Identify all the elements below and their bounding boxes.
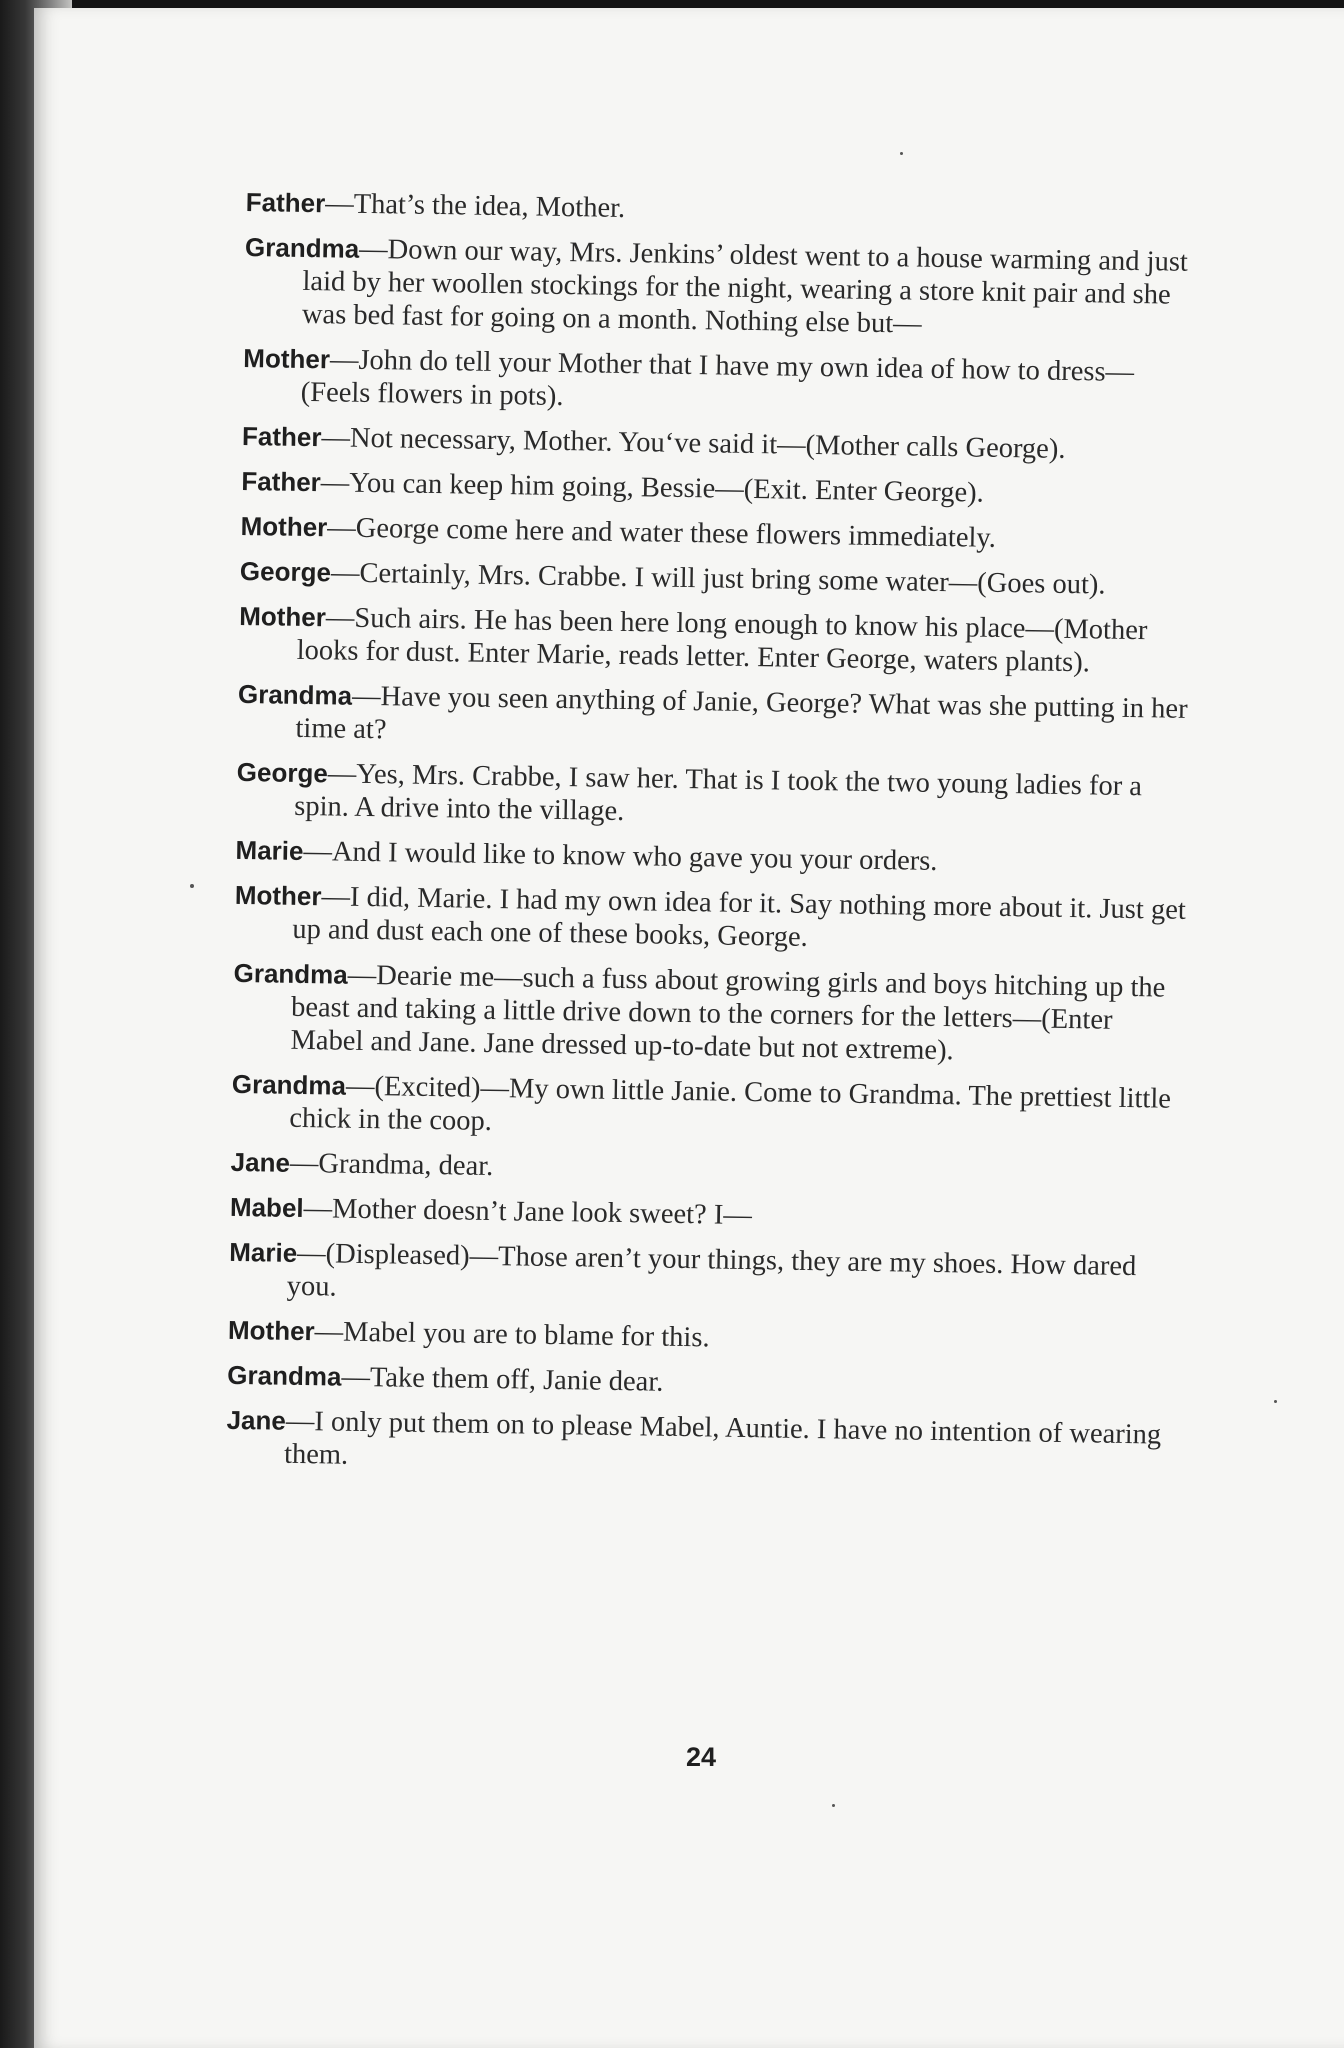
dialogue-line — [230, 1191, 1182, 1239]
speaker-name: Father — [241, 420, 322, 453]
dialogue-line — [230, 1146, 1182, 1194]
dialogue-line — [237, 678, 1190, 759]
script-text — [226, 186, 1198, 1497]
speaker-name: Grandma — [227, 1359, 342, 1392]
paper-speck — [900, 152, 903, 155]
speaker-name: Mother — [234, 879, 322, 912]
speaker-name: Grandma — [244, 231, 360, 264]
dialogue-line — [228, 1314, 1180, 1362]
dialogue-line — [231, 1068, 1184, 1149]
dialogue-text: —(Displeased)—Those aren’t your things, they are my shoes. How dared you. — [286, 1237, 1137, 1303]
speaker-name: Jane — [230, 1146, 291, 1178]
dialogue-text: —Grandma, dear. — [289, 1147, 494, 1183]
dialogue-line — [244, 231, 1197, 345]
dialogue-line — [241, 465, 1193, 513]
paper-speck — [832, 1804, 835, 1807]
dialogue-text: —Yes, Mrs. Crabbe, I saw her. That is I took the two young ladies for a spin. A drive into the village. — [294, 758, 1143, 828]
dialogue-line — [234, 879, 1187, 960]
paper-speck — [190, 884, 194, 888]
dialogue-text: —That’s the idea, Mother. — [324, 188, 626, 224]
dialogue-line — [228, 1236, 1181, 1317]
dialogue-text: —Certainly, Mrs. Crabbe. I will just bring some water—(Goes out). — [330, 557, 1106, 601]
dialogue-line — [235, 834, 1187, 882]
speaker-name: Mother — [227, 1314, 315, 1347]
dialogue-text: —Not necessary, Mother. You‘ve said it—(Mother calls George). — [321, 422, 1066, 465]
dialogue-line — [226, 1404, 1179, 1485]
dialogue-text: —Down our way, Mrs. Jenkins’ oldest went to a house warming and just laid by her woollen stockings for the night, wearing a store knit pair and she was bed fast for going on a month. Nothing else but— — [301, 233, 1189, 340]
dialogue-text: —Have you seen anything of Janie, George? What was she putting in her time at? — [295, 680, 1188, 746]
dialogue-line — [240, 555, 1192, 603]
dialogue-text: —George come here and water these flowers immediately. — [327, 512, 997, 554]
dialogue-text: —I only put them on to please Mabel, Auntie. I have no intention of wearing them. — [283, 1405, 1162, 1471]
dialogue-text: —Take them off, Janie dear. — [341, 1361, 664, 1398]
paper-speck — [1274, 1400, 1277, 1403]
speaker-name: Mother — [240, 510, 328, 543]
dialogue-text: —(Excited)—My own little Janie. Come to Grandma. The prettiest little chick in the coop. — [289, 1070, 1172, 1137]
speaker-name: Father — [245, 186, 326, 219]
page-number: 24 — [686, 1742, 717, 1772]
dialogue-line — [232, 957, 1185, 1071]
speaker-name: Father — [241, 465, 322, 498]
dialogue-text: —And I would like to know who gave you your orders. — [303, 835, 938, 877]
speaker-name: Mother — [239, 600, 327, 633]
speaker-name: Marie — [235, 834, 304, 866]
dialogue-text: —Such airs. He has been here long enough to know his place—(Mother looks for dust. Enter Marie, reads letter. Enter George, waters plants). — [296, 602, 1148, 679]
dialogue-line — [227, 1359, 1179, 1407]
dialogue-text: —I did, Marie. I had my own idea for it. Say nothing more about it. Just get up and dust each one of these books, George. — [292, 881, 1187, 953]
speaker-name: Mother — [243, 342, 331, 375]
speaker-name: Jane — [226, 1404, 287, 1436]
dialogue-text: —John do tell your Mother that I have my own idea of how to dress—(Feels flowers in pots). — [300, 344, 1135, 413]
speaker-name: Mabel — [229, 1191, 304, 1224]
speaker-name: Grandma — [237, 678, 353, 711]
dialogue-text: —Dearie me—such a fuss about growing girls and boys hitching up the beast and taking a little drive down to the corners for the letters—(Enter Mabel and Jane. Jane dressed up-to-date but not extreme). — [290, 959, 1166, 1067]
speaker-name: Marie — [229, 1236, 298, 1268]
dialogue-line — [236, 756, 1189, 837]
dialogue-line — [242, 420, 1194, 468]
speaker-name: Grandma — [233, 957, 349, 990]
dialogue-text: —Mabel you are to blame for this. — [314, 1316, 710, 1354]
speaker-name: George — [236, 756, 329, 789]
dialogue-line — [238, 600, 1191, 681]
dialogue-text: —Mother doesn’t Jane look sweet? I— — [303, 1193, 753, 1232]
dialogue-text: —You can keep him going, Bessie—(Exit. Enter George). — [320, 467, 985, 509]
speaker-name: George — [239, 555, 332, 588]
dialogue-line — [240, 510, 1192, 558]
speaker-name: Grandma — [231, 1068, 347, 1101]
dialogue-line — [243, 342, 1196, 423]
